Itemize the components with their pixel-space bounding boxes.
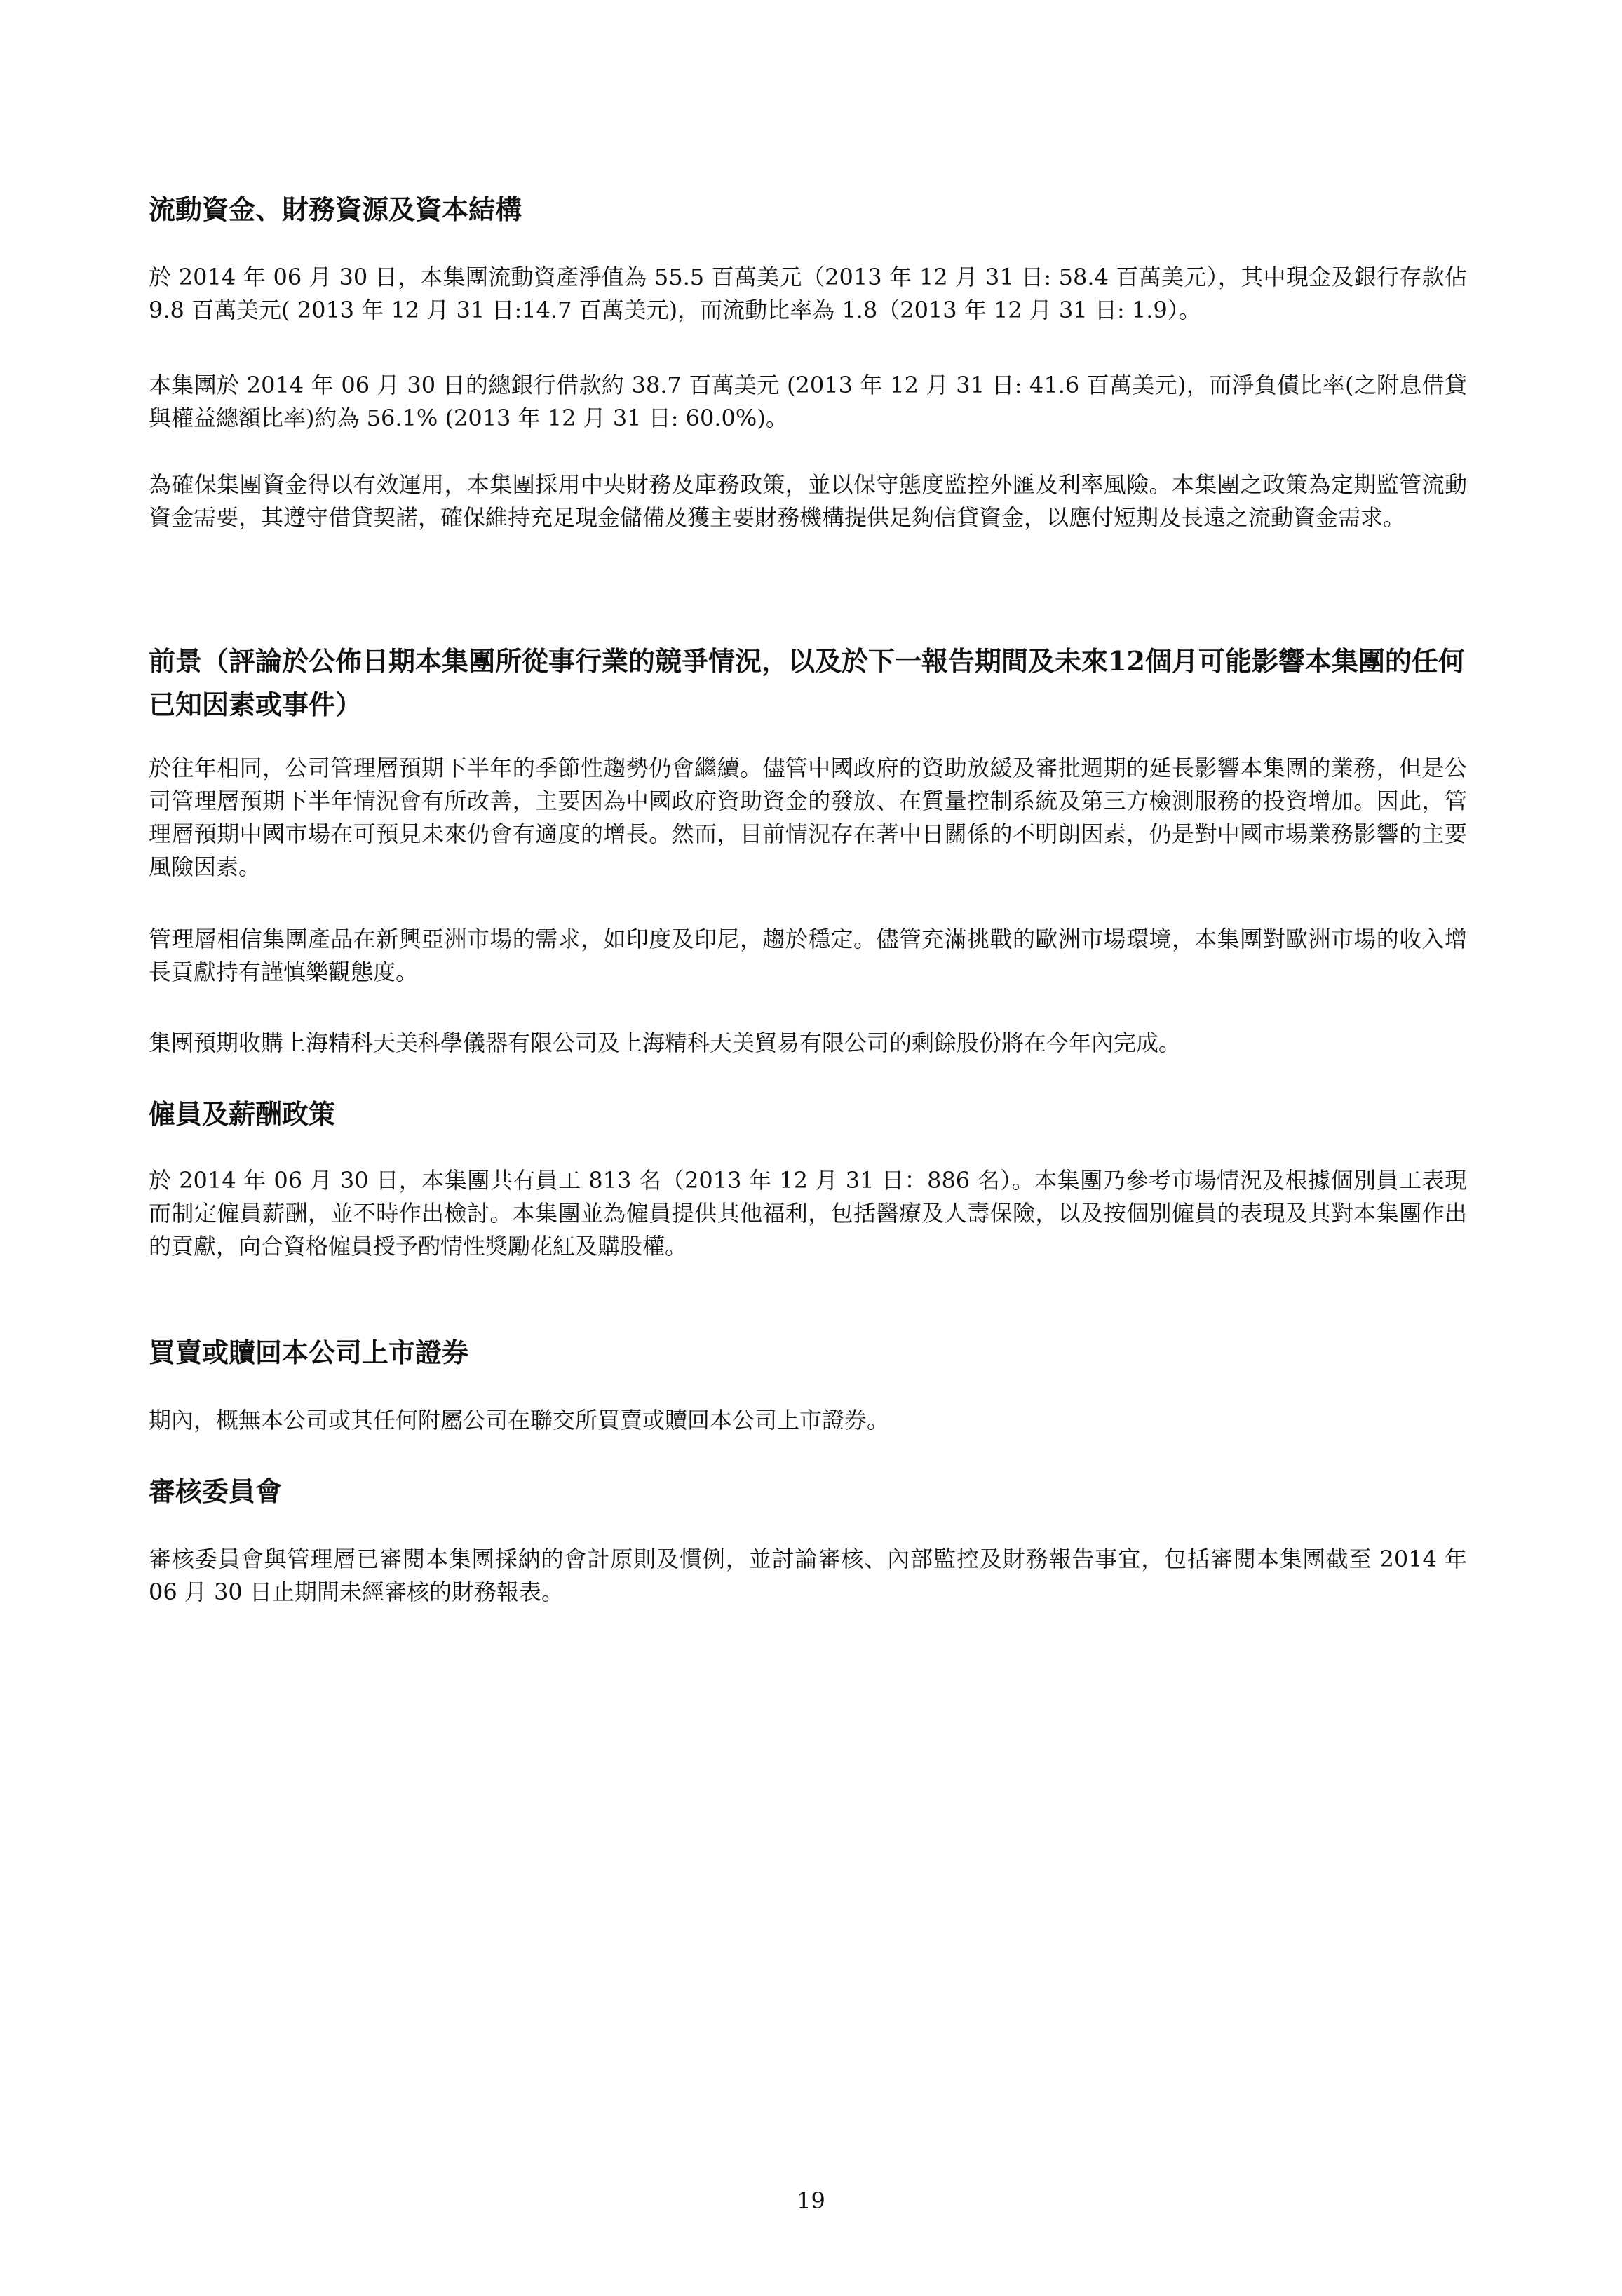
- section-heading-prospects: 前景（評論於公佈日期本集團所從事行業的競爭情況，以及於下一報告期間及未來12個月可能影響本集團的任何已知因素或事件）: [149, 645, 1465, 720]
- paragraph-prospects-1: 於往年相同，公司管理層預期下半年的季節性趨勢仍會繼續。儘管中國政府的資助放緩及審批週期的延長影響本集團的業務，但是公司管理層預期下半年情況會有所改善，主要因為中國政府資助資金的發放、在質量控制系統及第三方檢測服務的投資增加。因此，管理層預期中國市場在可預見未來仍會有適度的增長。然而，目前情況存在著中日關係的不明朗因素，仍是對中國市場業務影響的主要風險因素。: [149, 755, 1467, 880]
- page-number: 19: [797, 2187, 825, 2214]
- section-heading-securities: 買賣或贖回本公司上市證券: [149, 1337, 469, 1368]
- paragraph-audit-1: 審核委員會與管理層已審閱本集團採納的會計原則及慣例，並討論審核、內部監控及財務報告事宜，包括審閱本集團截至 2014 年 06 月 30 日止期間未經審核的財務報表。: [149, 1546, 1467, 1605]
- paragraph-liquidity-1: 於 2014 年 06 月 30 日，本集團流動資產淨值為 55.5 百萬美元（2013 年 12 月 31 日: 58.4 百萬美元），其中現金及銀行存款佔 9.8 百萬美元( 2013 年 12 月 31 日:14.7 百萬美元)，而流動比率為 1.8（2013 年 12 月 31 日: 1.9）。: [149, 264, 1467, 323]
- paragraph-employees-1: 於 2014 年 06 月 30 日，本集團共有員工 813 名（2013 年 12 月 31 日：886 名）。本集團乃參考市場情況及根據個別員工表現而制定僱員薪酬，並不時作出檢討。本集團並為僱員提供其他福利，包括醫療及人壽保險，以及按個別僱員的表現及其對本集團作出的貢獻，向合資格僱員授予酌情性獎勵花紅及購股權。: [149, 1167, 1467, 1260]
- section-heading-liquidity: 流動資金、財務資源及資本結構: [149, 194, 522, 225]
- paragraph-liquidity-3: 為確保集團資金得以有效運用，本集團採用中央財務及庫務政策，並以保守態度監控外匯及利率風險。本集團之政策為定期監管流動資金需要，其遵守借貸契諾，確保維持充足現金儲備及獲主要財務機構提供足夠信貸資金，以應付短期及長遠之流動資金需求。: [149, 471, 1467, 531]
- paragraph-securities-1: 期內，概無本公司或其任何附屬公司在聯交所買賣或贖回本公司上市證券。: [149, 1407, 890, 1433]
- paragraph-liquidity-2: 本集團於 2014 年 06 月 30 日的總銀行借款約 38.7 百萬美元 (2013 年 12 月 31 日: 41.6 百萬美元)，而淨負債比率(之附息借貸與權益總額比率)約為 56.1% (2013 年 12 月 31 日: 60.0%)。: [149, 372, 1467, 431]
- paragraph-prospects-3: 集團預期收購上海精科天美科學儀器有限公司及上海精科天美貿易有限公司的剩餘股份將在今年內完成。: [149, 1029, 1182, 1056]
- section-heading-audit: 審核委員會: [149, 1475, 283, 1507]
- paragraph-prospects-2: 管理層相信集團產品在新興亞洲市場的需求，如印度及印尼，趨於穩定。儘管充滿挑戰的歐洲市場環境，本集團對歐洲市場的收入增長貢獻持有謹慎樂觀態度。: [149, 926, 1467, 985]
- section-heading-employees: 僱員及薪酬政策: [149, 1098, 336, 1130]
